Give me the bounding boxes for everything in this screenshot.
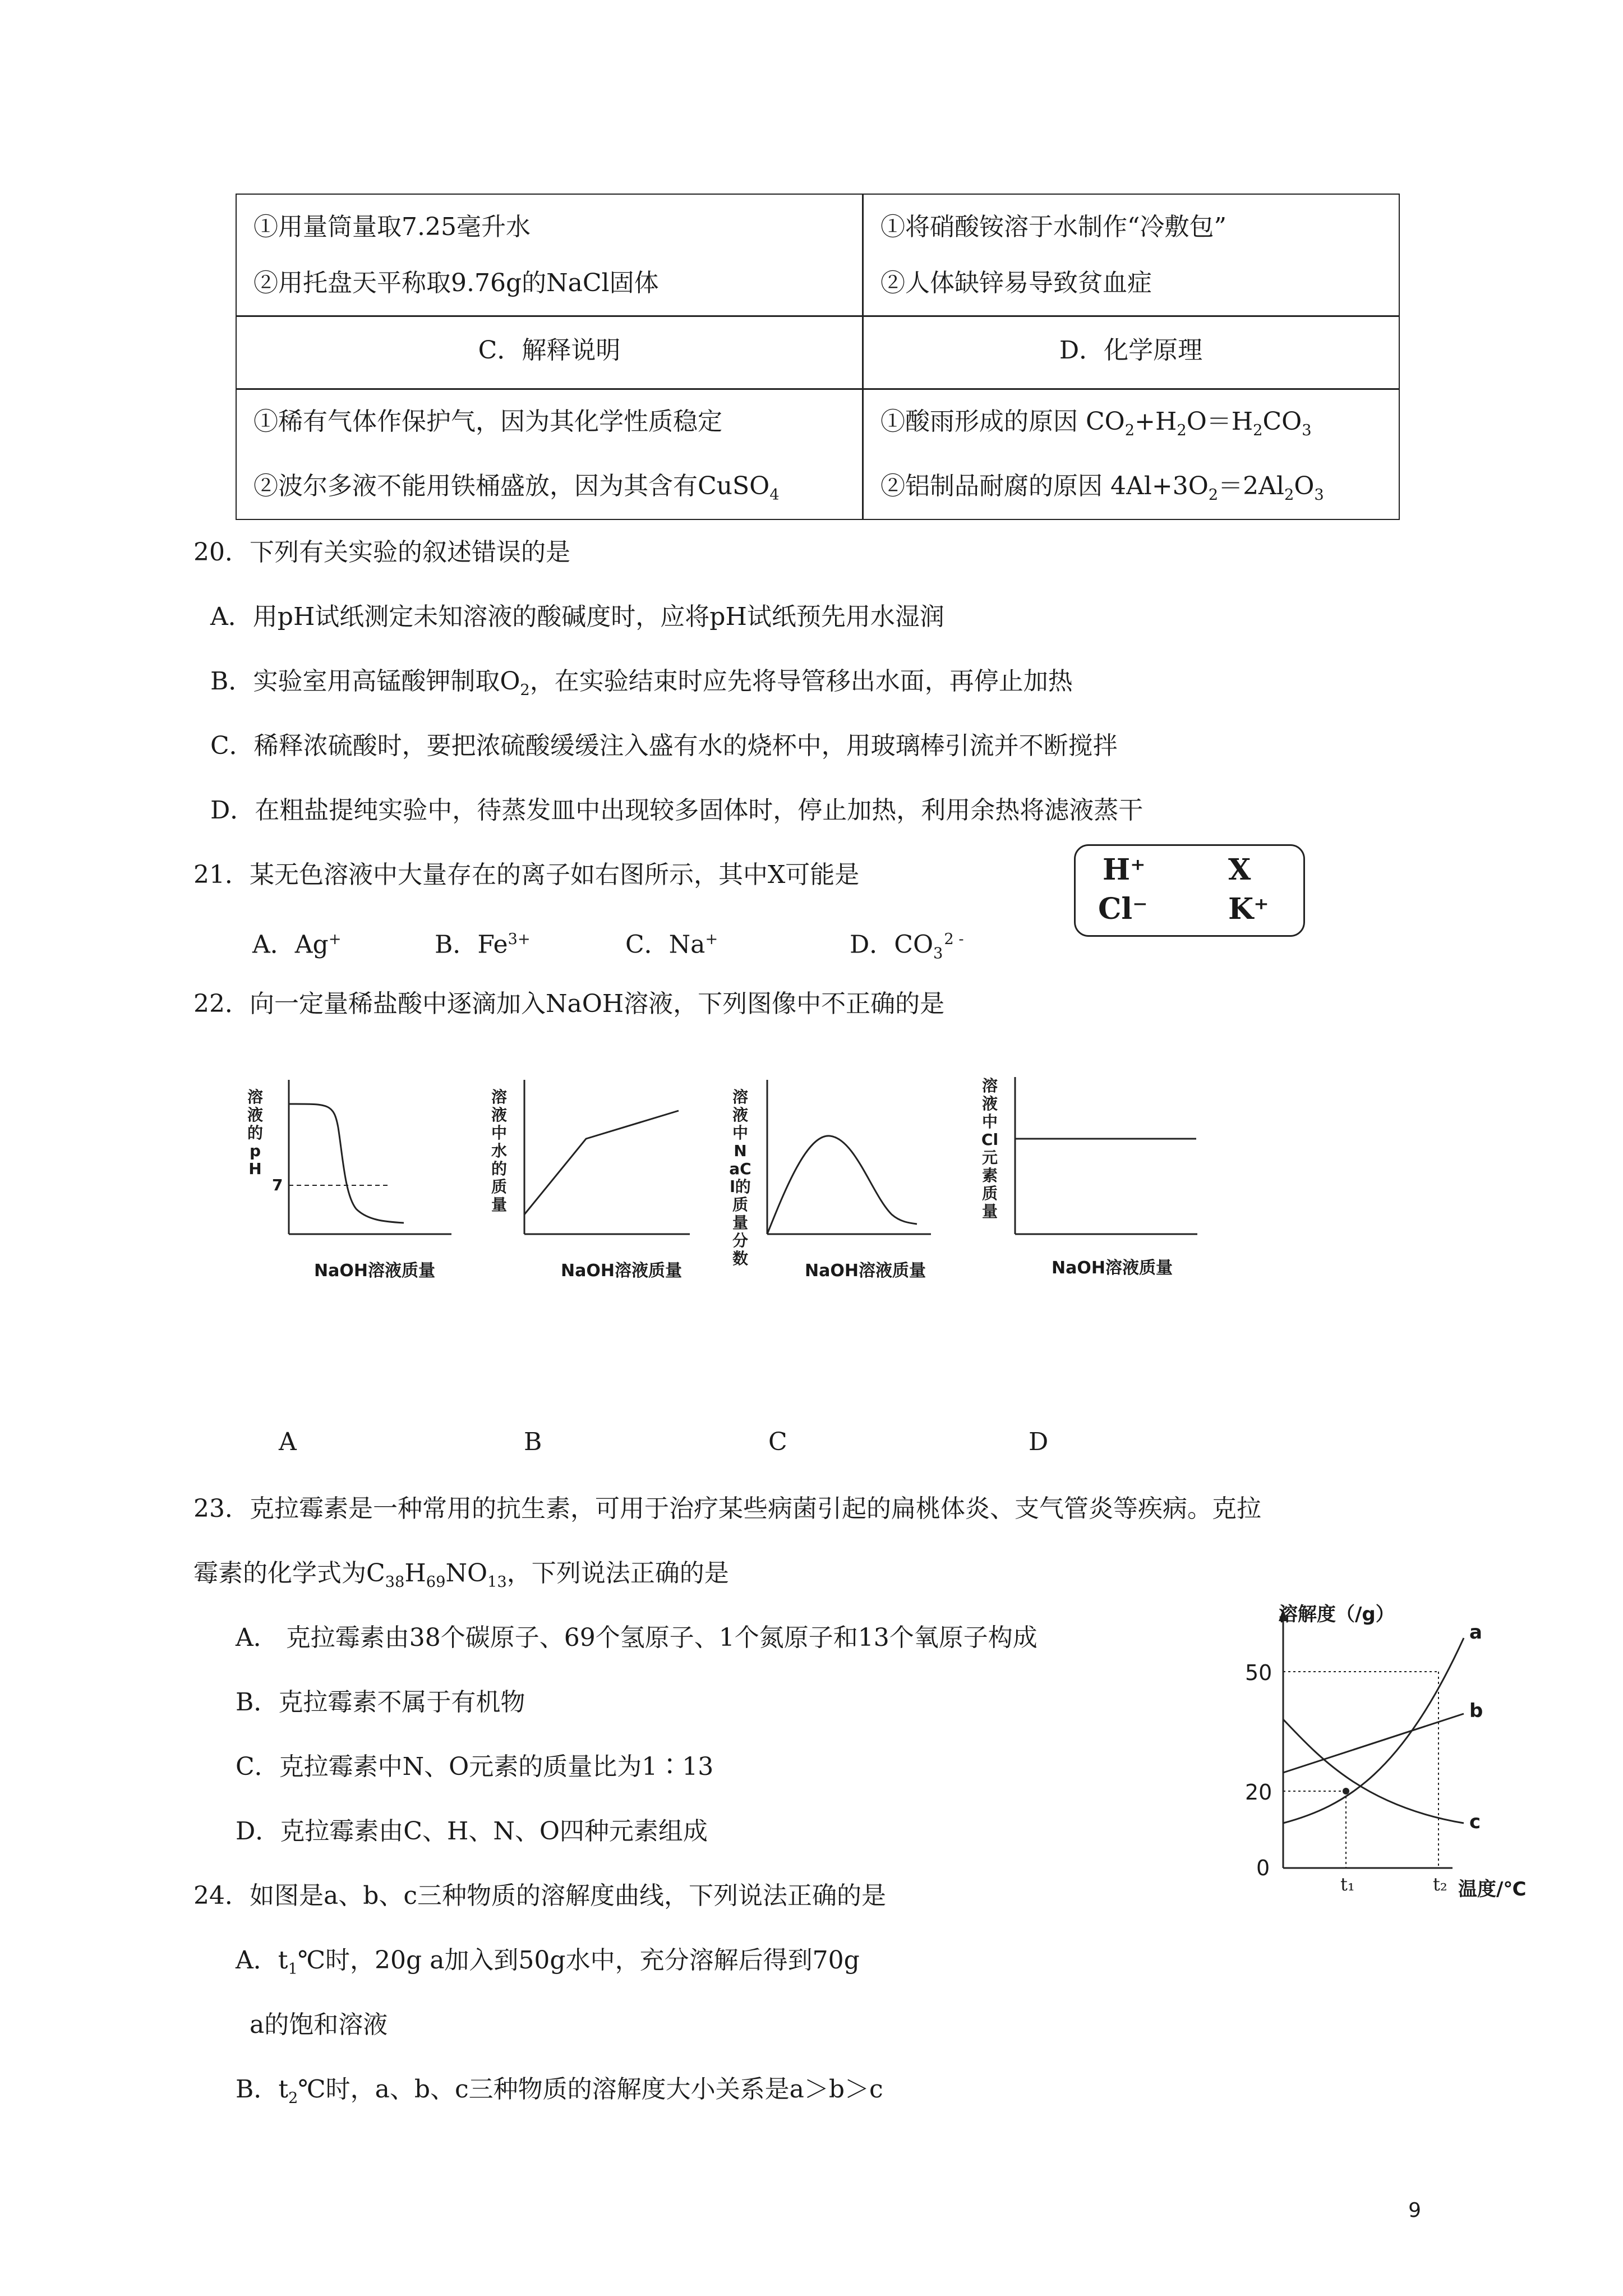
table-divider-row1: [237, 315, 1399, 317]
graph-a-tick-7: 7: [272, 1176, 283, 1194]
q21-option-a: A．Ag+: [252, 930, 342, 959]
graph-d: [979, 1066, 1214, 1290]
graph-b-plot: [488, 1066, 712, 1257]
q21-option-c: C．Na+: [625, 930, 718, 959]
graph-letter-c: C: [768, 1428, 787, 1456]
q24-option-a-line1: A．$t_1℃$时，20g a加入到50g水中，充分溶解后得到70g: [236, 1946, 860, 1978]
table-divider-row2: [237, 388, 1399, 390]
answer-table: [236, 194, 1400, 520]
graph-c: [729, 1066, 953, 1290]
table-header-c: C．解释说明: [478, 336, 621, 365]
q21-option-b: B．$Fe^{3+}$: [435, 930, 531, 959]
table-cell-a2: ②用托盘天平称取9.76g的NaCl固体: [253, 269, 659, 297]
solubility-ytick-50: 50: [1245, 1660, 1272, 1685]
curve-label-a: a: [1469, 1621, 1482, 1644]
solubility-xtick-t2: t₂: [1433, 1874, 1447, 1895]
graph-d-ylabel: 溶液中Cl元素质量: [981, 1076, 999, 1221]
q23-option-b: B．克拉霉素不属于有机物: [236, 1688, 525, 1717]
q23-option-c: C．克拉霉素中N、O元素的质量比为1∶13: [236, 1752, 714, 1781]
graph-letter-b: B: [524, 1428, 542, 1456]
ion-cl: Cl⁻: [1098, 892, 1148, 926]
q22-stem: 22．向一定量稀盐酸中逐滴加入NaOH溶液，下列图像中不正确的是: [193, 990, 945, 1018]
graph-c-xlabel: NaOH溶液质量: [805, 1261, 926, 1281]
ion-x: X: [1228, 853, 1251, 887]
table-cell-b1: ①将硝酸铵溶于水制作“冷敷包”: [880, 213, 1227, 241]
graph-b: [488, 1066, 712, 1290]
solubility-ylabel: 溶解度（/g）: [1279, 1603, 1395, 1626]
table-cell-a1: ①用量筒量取7.25毫升水: [253, 213, 531, 241]
table-cell-c1: ①稀有气体作保护气，因为其化学性质稳定: [253, 407, 722, 436]
graph-d-xlabel: NaOH溶液质量: [1052, 1258, 1173, 1278]
table-header-d: D．化学原理: [1059, 336, 1203, 365]
q20-option-b: B．实验室用高锰酸钾制取$O_2$，在实验结束时应先将导管移出水面，再停止加热: [210, 667, 1073, 699]
ion-box: [1074, 844, 1305, 937]
table-cell-d2: ②铝制品耐腐的原因 $4Al+3O_2=2Al_2O_3$: [880, 472, 1324, 504]
graph-b-xlabel: NaOH溶液质量: [561, 1261, 682, 1281]
graph-c-plot: [729, 1066, 953, 1257]
solubility-ytick-20: 20: [1245, 1780, 1272, 1805]
q23-stem-line1: 23．克拉霉素是一种常用的抗生素，可用于治疗某些病菌引起的扁桃体炎、支气管炎等疾病。克拉: [193, 1494, 1261, 1523]
curve-label-b: b: [1469, 1700, 1483, 1722]
graph-letter-a: A: [279, 1428, 297, 1456]
graph-a-ylabel: 溶液的pH: [247, 1088, 263, 1178]
table-cell-c2: ②波尔多液不能用铁桶盛放，因为其含有CuSO$_4$: [253, 472, 780, 504]
q23-option-d: D．克拉霉素由C、H、N、O四种元素组成: [236, 1817, 708, 1846]
graph-c-ylabel: 溶液中NaCl的质量分数: [729, 1088, 751, 1268]
graph-a: [244, 1066, 468, 1290]
q24-stem: 24．如图是a、b、c三种物质的溶解度曲线，下列说法正确的是: [193, 1881, 887, 1910]
q21-stem: 21．某无色溶液中大量存在的离子如右图所示，其中X可能是: [193, 861, 860, 889]
solubility-chart-plot: [1234, 1599, 1581, 1913]
graph-b-ylabel: 溶液中水的质量: [491, 1088, 507, 1214]
graph-a-xlabel: NaOH溶液质量: [314, 1261, 435, 1281]
page-number: 9: [1408, 2199, 1421, 2222]
table-cell-b2: ②人体缺锌易导致贫血症: [880, 269, 1152, 297]
q20-stem: 20．下列有关实验的叙述错误的是: [193, 538, 570, 567]
graph-a-plot: [244, 1066, 468, 1257]
solubility-xlabel: 温度/℃: [1458, 1878, 1527, 1901]
q24-option-a-line2: a的饱和溶液: [250, 2010, 388, 2039]
q23-stem-line2: 霉素的化学式为$C_{38}H_{69}NO_{13}$，下列说法正确的是: [193, 1559, 729, 1591]
q24-option-b: B．$t_2℃$时，a、b、c三种物质的溶解度大小关系是a＞b＞c: [236, 2075, 883, 2107]
q20-option-a: A．用pH试纸测定未知溶液的酸碱度时，应将pH试纸预先用水湿润: [210, 602, 944, 631]
curve-label-c: c: [1469, 1811, 1481, 1833]
ion-k: K⁺: [1228, 892, 1269, 926]
solubility-chart: [1234, 1599, 1581, 1913]
graph-d-plot: [979, 1066, 1214, 1257]
table-cell-d1: ①酸雨形成的原因 $CO_2+H_2O=H_2CO_3$: [880, 407, 1312, 439]
solubility-ytick-0: 0: [1256, 1856, 1270, 1880]
ion-h: H⁺: [1103, 853, 1146, 887]
q20-option-c: C．稀释浓硫酸时，要把浓硫酸缓缓注入盛有水的烧杯中，用玻璃棒引流并不断搅拌: [210, 731, 1118, 760]
solubility-xtick-t1: t₁: [1340, 1874, 1355, 1895]
q20-option-d: D．在粗盐提纯实验中，待蒸发皿中出现较多固体时，停止加热，利用余热将滤液蒸干: [210, 796, 1144, 825]
graph-letter-d: D: [1029, 1428, 1049, 1456]
q21-option-d: D．$CO_3^{2 -}$: [850, 930, 964, 963]
q23-option-a: A． 克拉霉素由38个碳原子、69个氢原子、1个氮原子和13个氧原子构成: [236, 1623, 1038, 1652]
